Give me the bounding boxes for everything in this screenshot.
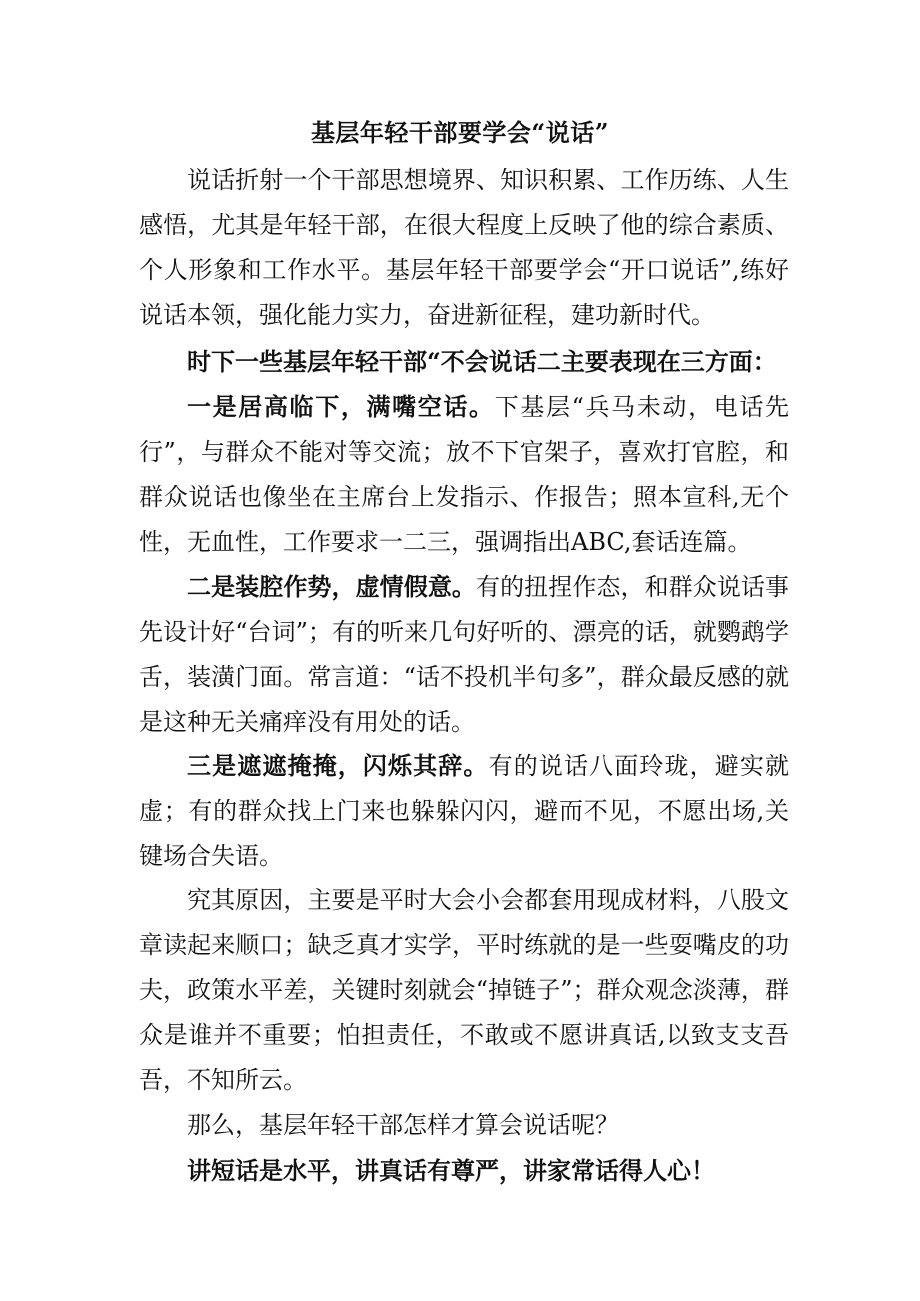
paragraph-problem-two bbox=[139, 564, 789, 745]
paragraph-problem-summary: 时下一些基层年轻干部“不会说话二主要表现在三方面： bbox=[187, 347, 777, 376]
paragraph-body-one: 下基层“兵马未动，电话先行”，与群众不能对等交流；放不下官架子，喜欢打官腔，和群众说话也像坐在主席台上发指示、作报告；照本宣科,无个性，无血性，工作要求一二三，强调指出ABC,套话连篇。 bbox=[139, 393, 789, 556]
paragraph-intro: 说话折射一个干部思想境界、知识积累、工作历练、人生感悟，尤其是年轻干部，在很大程度上反映了他的综合素质、个人形象和工作水平。基层年轻干部要学会“开口说话”,练好说话本领，强化能力实力，奋进新征程，建功新时代。 bbox=[139, 166, 789, 329]
paragraph-lead-three: 三是遮遮掩掩，闪烁其辞。 bbox=[187, 751, 489, 780]
paragraph-problem-three bbox=[139, 743, 789, 879]
paragraph-question: 那么，基层年轻干部怎样才算会说话呢？ bbox=[187, 1111, 619, 1139]
paragraph-lead-one: 一是居高临下，满嘴空话。 bbox=[187, 392, 495, 421]
paragraph-conclusion: 讲短话是水平，讲真话有尊严，讲家常话得人心！ bbox=[187, 1156, 715, 1185]
paragraph-body-two: 有的扭捏作态，和群众说话事先设计好“台词”；有的听来几句好听的、漂亮的话，就鹦鹉学舌，装潢门面。常言道：“话不投机半句多”，群众最反感的就是这种无关痛痒没有用处的话。 bbox=[139, 573, 789, 736]
paragraph-body-three: 有的说话八面玲珑，避实就虚；有的群众找上门来也躲躲闪闪，避而不见，不愿出场,关键场合失语。 bbox=[139, 752, 790, 870]
paragraph-causes: 究其原因，主要是平时大会小会都套用现成材料，八股文章读起来顺口；缺乏真才实学，平时练就的是一些耍嘴皮的功夫，政策水平差，关键时刻就会“掉链子”；群众观念淡薄，群众是谁并不重要；怕担责任，不敢或不愿讲真话,以致支支吾吾，不知所云。 bbox=[139, 886, 789, 1094]
paragraph-lead-two: 二是装腔作势，虚情假意。 bbox=[187, 572, 476, 601]
document-title: 基层年轻干部要学会“说话” bbox=[310, 118, 610, 147]
paragraph-problem-one bbox=[139, 384, 789, 565]
